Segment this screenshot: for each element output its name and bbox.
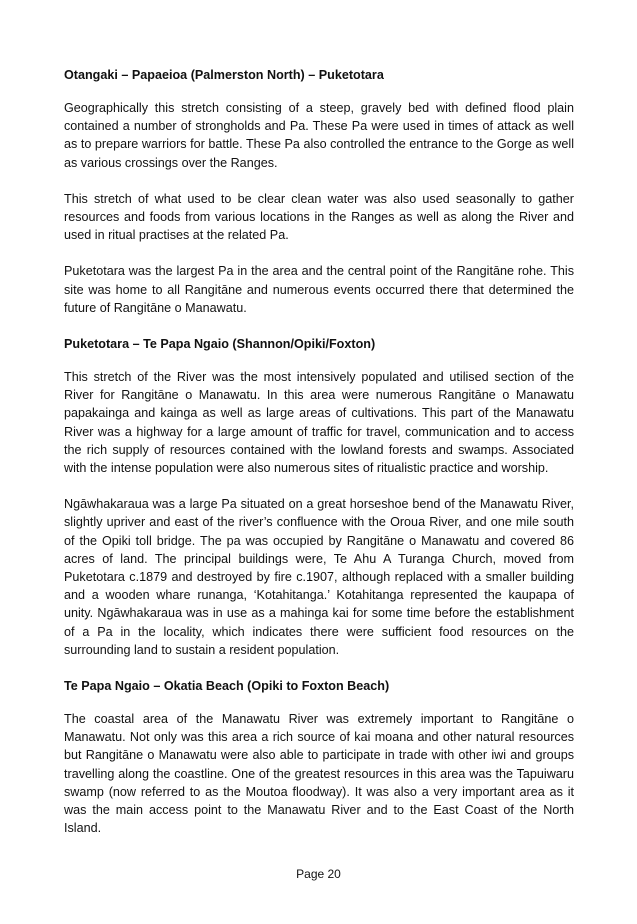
section-otangaki [64, 66, 574, 317]
section-puketotara [64, 335, 574, 659]
paragraph: Puketotara was the largest Pa in the area and the central point of the Rangitāne rohe. This site was home to all Rangitāne and numerous events occurred there that determined the future of Rangitāne o Manawatu. [64, 264, 574, 315]
paragraph: The coastal area of the Manawatu River was extremely important to Rangitāne o Manawatu. Not only was this area a rich source of kai moana and other natural resources but Rangitāne o Manawatu were also able to participate in trade with other iwi and groups travelling along the coastline. One of the greatest resources in this area was the Tapuiwaru swamp (now referred to as the Moutoa floodway). It was also a very important area as it was the main access point to the Manawatu River and to the East Coast of the North Island. [64, 712, 574, 836]
section-te-papa-ngaio [64, 677, 574, 837]
section-heading: Te Papa Ngaio – Okatia Beach (Opiki to Foxton Beach) [64, 679, 390, 694]
section-heading: Otangaki – Papaeioa (Palmerston North) – Puketotara [64, 68, 384, 82]
paragraph: This stretch of the River was the most intensively populated and utilised section of the River for Rangitāne o Manawatu. In this area were numerous Rangitāne o Manawatu papakainga and kainga as well as large areas of cultivations. This part of the Manawatu River was a highway for a large amount of traffic for travel, communication and to access the rich supply of resources contained with the lowland forests and swamps. Associated with the intense population were also numerous sites of ritualistic practice and worship. [64, 370, 574, 476]
section-heading: Puketotara – Te Papa Ngaio (Shannon/Opiki/Foxton) [64, 337, 376, 352]
page-number: Page 20 [296, 867, 341, 881]
paragraph: Geographically this stretch consisting of a steep, gravely bed with defined flood plain contained a number of strongholds and Pa. These Pa were used in times of attack as well as to prepare warriors for battle. These Pa also controlled the entrance to the Gorge as well as various crossings over the Ranges. [64, 101, 574, 170]
paragraph: This stretch of what used to be clear clean water was also used seasonally to gather resources and foods from various locations in the Ranges as well as along the River and used in ritual practises at the related Pa. [64, 191, 574, 243]
document-body [64, 66, 574, 856]
paragraph: Ngāwhakaraua was a large Pa situated on a great horseshoe bend of the Manawatu River, slightly upriver and east of the river’s confluence with the Oroua River, and one mile south of the Opiki toll bridge. The pa was occupied by Rangitāne o Manawatu and covered 86 acres of land. The principal buildings were, Te Ahu A Turanga Church, moved from Puketotara c.1879 and destroyed by fire c.1907, although replaced with a smaller building and a wooden whare runanga, ‘Kotahitanga.’ Kotahitanga represented the kaupapa of unity. Ngāwhakaraua was in use as a mahinga kai for some time before the establishment of a Pa in the locality, which indicates there were sufficient food resources on the surrounding land to sustain a resident population. [64, 497, 574, 657]
